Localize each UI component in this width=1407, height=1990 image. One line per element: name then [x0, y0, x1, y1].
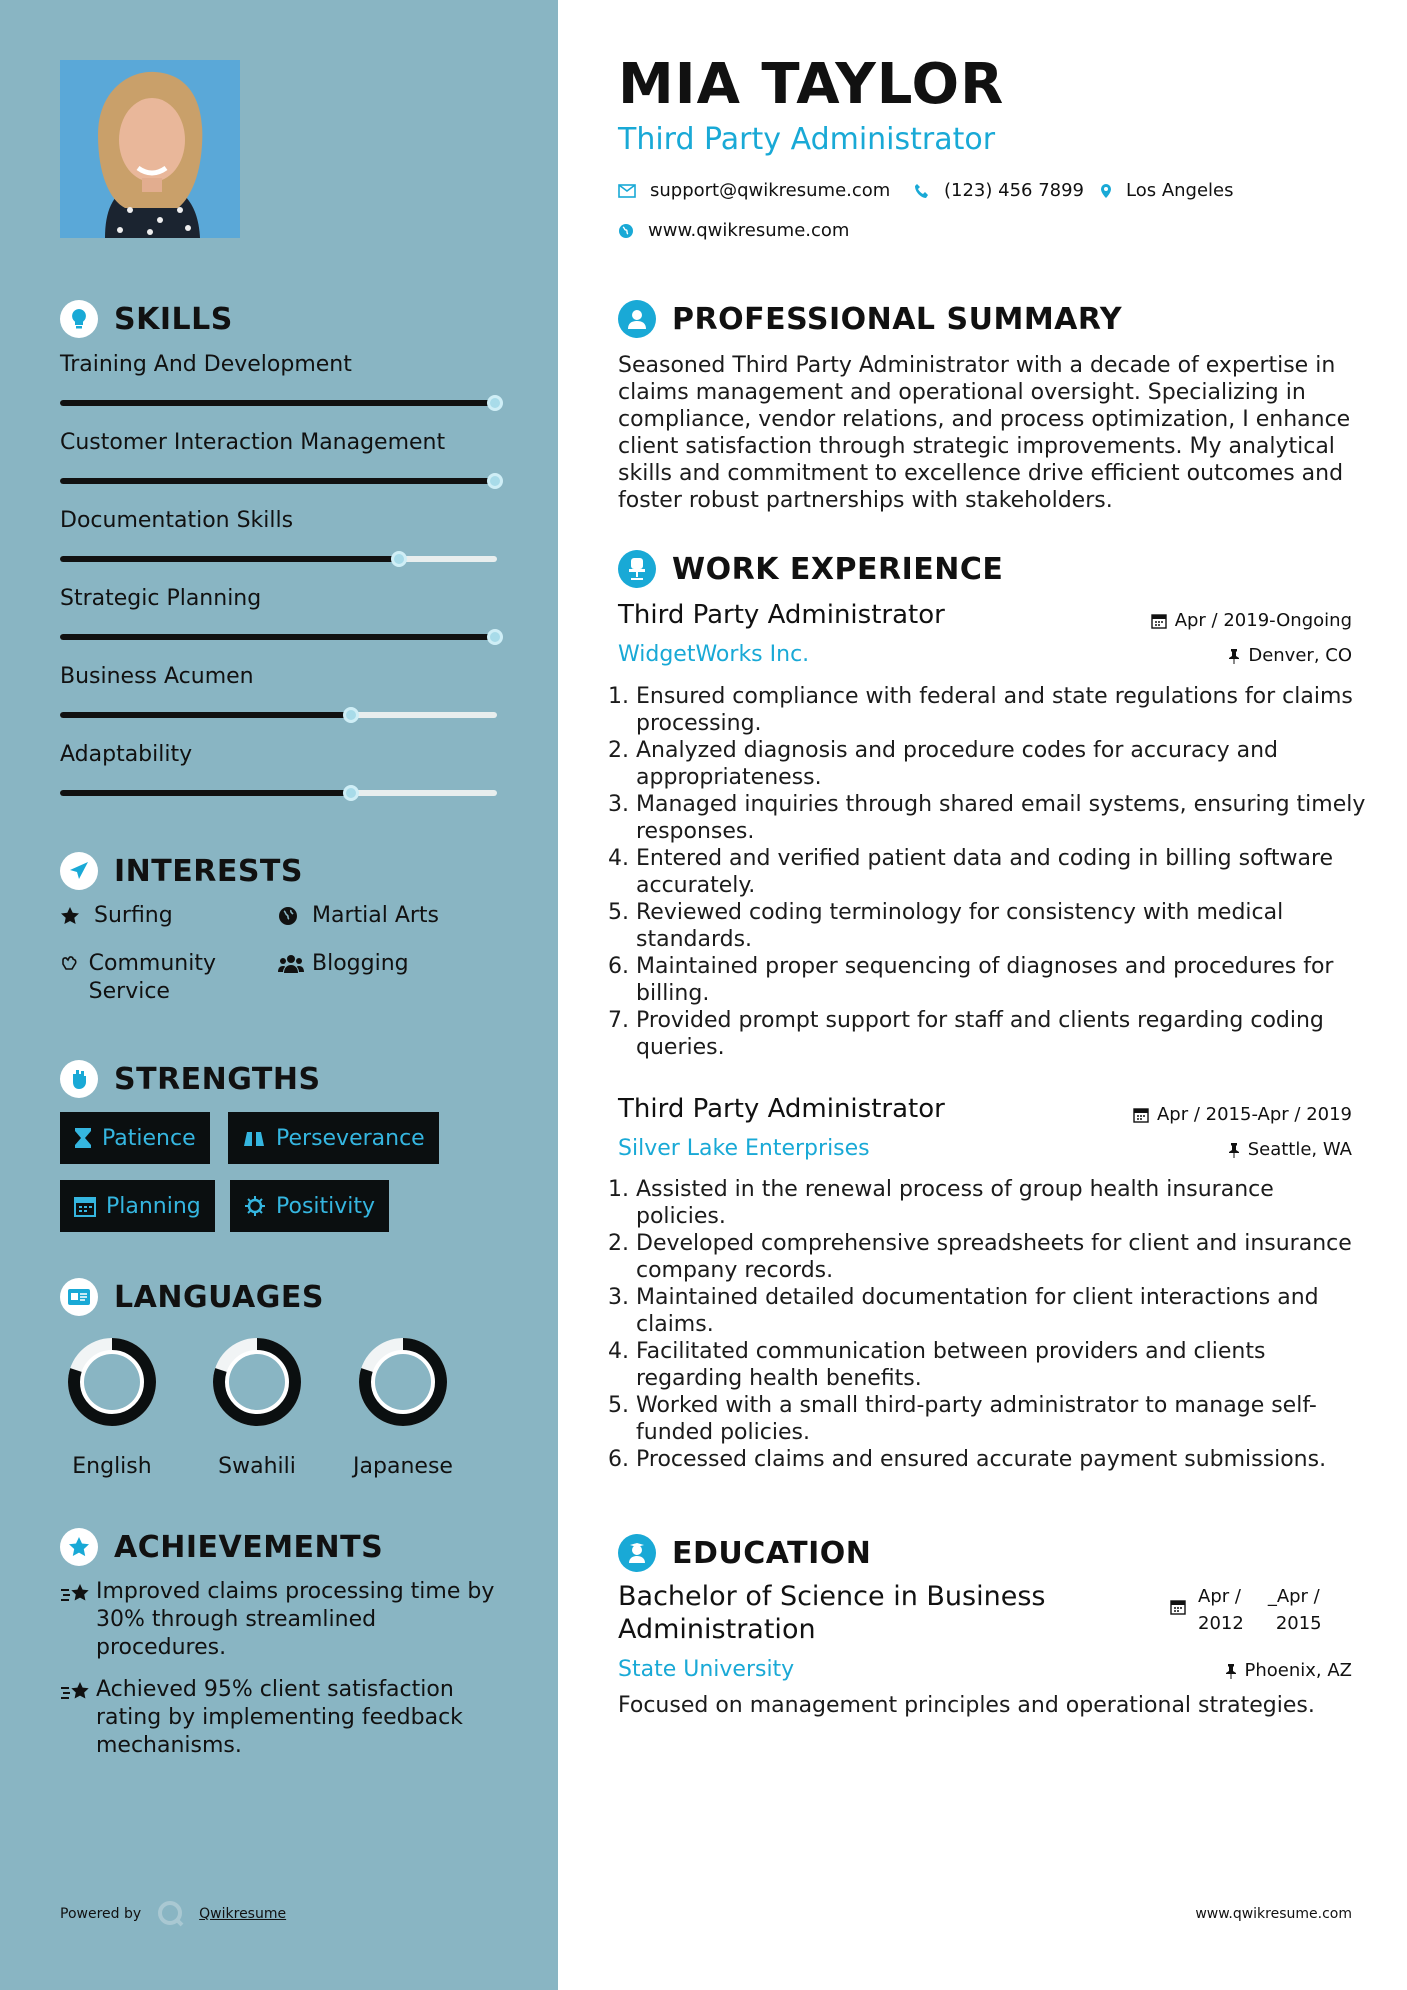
job-location — [1228, 645, 1352, 666]
graduate-icon — [618, 1534, 656, 1572]
job-dates — [1133, 1104, 1352, 1125]
summary-title: PROFESSIONAL SUMMARY — [672, 301, 1123, 337]
language-gauge — [207, 1332, 307, 1432]
interest-label: Community Service — [88, 951, 216, 1004]
job-duties — [618, 1176, 1368, 1473]
sidebar — [0, 0, 558, 1990]
education-end-month: _Apr / — [1267, 1586, 1320, 1607]
skills-heading — [60, 300, 233, 338]
skill-knob — [343, 707, 359, 723]
achievement-item — [60, 1676, 500, 1760]
main-content — [558, 0, 1407, 1990]
pushpin-icon — [1225, 1663, 1237, 1679]
job-duties — [618, 683, 1368, 1061]
job-title: Third Party Administrator — [618, 600, 945, 630]
education-start-year: 2012 — [1198, 1613, 1244, 1634]
duty-item: 4. Entered and verified patient data and coding in billing software accurately. — [636, 845, 1368, 899]
duty-item: 6. Processed claims and ensured accurate payment submissions. — [636, 1446, 1368, 1473]
duty-item: 5. Worked with a small third-party administrator to manage self-funded policies. — [636, 1392, 1368, 1446]
duty-item: 1. Ensured compliance with federal and state regulations for claims processing. — [636, 683, 1368, 737]
language-label: Japanese — [353, 1454, 453, 1479]
hourglass-icon — [74, 1127, 92, 1149]
skill-knob — [343, 785, 359, 801]
skill-name: Customer Interaction Management — [60, 430, 446, 455]
strength-label: Perseverance — [276, 1125, 425, 1151]
globe-icon — [278, 902, 304, 930]
duty-item: 2. Analyzed diagnosis and procedure codes for accuracy and appropriateness. — [636, 737, 1368, 791]
hand-icon — [60, 950, 81, 978]
summary-text: Seasoned Third Party Administrator with a decade of expertise in claims management and operational oversight. Specializing in compliance, vendor relations, and process optimization, I enhance client satisfaction through strategic improvements. My analytical skills and commitment to excellence drive efficient outcomes and foster robust partnerships with stakeholders. — [618, 353, 1351, 513]
skill-knob — [487, 473, 503, 489]
skill-bar — [60, 556, 497, 562]
qwikresume-link[interactable]: Qwikresume — [199, 1906, 287, 1922]
calendar-icon — [1151, 613, 1167, 629]
duty-item: 7. Provided prompt support for staff and clients regarding coding queries. — [636, 1007, 1368, 1061]
job-location-text: Denver, CO — [1248, 645, 1352, 666]
language-item — [197, 1332, 317, 1479]
summary-heading — [618, 300, 1122, 338]
strengths-heading — [60, 1060, 321, 1098]
education-end — [1268, 1583, 1322, 1637]
education-location — [1225, 1660, 1353, 1681]
experience-title: WORK EXPERIENCE — [672, 551, 1004, 587]
website-text: www.qwikresume.com — [648, 220, 850, 241]
contact-website[interactable] — [618, 220, 849, 241]
location-text: Los Angeles — [1126, 180, 1234, 201]
strength-badge — [60, 1180, 215, 1232]
interest-item — [278, 950, 409, 978]
duty-item: 3. Managed inquiries through shared email systems, ensuring timely responses. — [636, 791, 1368, 845]
duty-item: 3. Maintained detailed documentation for client interactions and claims. — [636, 1284, 1368, 1338]
calendar-icon — [1170, 1599, 1186, 1615]
contact-email[interactable] — [618, 180, 890, 201]
duty-item: 5. Reviewed coding terminology for consistency with medical standards. — [636, 899, 1368, 953]
language-gauge — [62, 1332, 162, 1432]
skill-name: Adaptability — [60, 742, 193, 767]
job-title: Third Party Administrator — [618, 1094, 945, 1124]
achievement-text: Achieved 95% client satisfaction rating by implementing feedback mechanisms. — [96, 1677, 463, 1758]
education-heading — [618, 1534, 871, 1572]
language-label: English — [72, 1454, 152, 1479]
company-name: WidgetWorks Inc. — [618, 642, 810, 667]
degree-title: Bachelor of Science in Business Administration — [618, 1581, 1046, 1645]
sun-icon — [244, 1195, 266, 1217]
skill-bar — [60, 790, 497, 796]
education-location-text: Phoenix, AZ — [1244, 1660, 1352, 1681]
user-icon — [618, 300, 656, 338]
gauge-center — [229, 1354, 285, 1410]
school-name: State University — [618, 1657, 795, 1682]
binoculars-icon — [242, 1128, 266, 1148]
job-dates-text: Apr / 2015-Apr / 2019 — [1156, 1104, 1352, 1125]
calendar-icon — [74, 1195, 96, 1217]
id-card-icon — [60, 1278, 98, 1316]
star-badge-icon — [60, 1528, 98, 1566]
powered-by — [60, 1900, 286, 1928]
achievements-title: ACHIEVEMENTS — [114, 1529, 384, 1565]
gauge-center — [375, 1354, 431, 1410]
skill-name: Training And Development — [60, 352, 352, 377]
candidate-name: MIA TAYLOR — [618, 52, 1005, 117]
gauge-center — [84, 1354, 140, 1410]
candidate-title: Third Party Administrator — [618, 122, 996, 157]
language-item — [343, 1332, 463, 1479]
strength-badge — [230, 1180, 389, 1232]
language-item — [52, 1332, 172, 1479]
education-title: EDUCATION — [672, 1535, 872, 1571]
duty-item: 2. Developed comprehensive spreadsheets for client and insurance company records. — [636, 1230, 1368, 1284]
skill-name: Documentation Skills — [60, 508, 294, 533]
strength-label: Positivity — [276, 1193, 376, 1219]
job-location — [1228, 1139, 1352, 1160]
interest-item — [60, 950, 260, 1006]
footer-url[interactable]: www.qwikresume.com — [1195, 1906, 1352, 1922]
phone-icon — [914, 183, 930, 199]
skill-knob — [391, 551, 407, 567]
education-description: Focused on management principles and operational strategies. — [618, 1693, 1315, 1718]
interest-label: Martial Arts — [312, 903, 440, 928]
powered-by-label: Powered by — [60, 1906, 142, 1922]
skills-title: SKILLS — [114, 301, 233, 337]
fist-icon — [60, 1060, 98, 1098]
skill-bar — [60, 634, 497, 640]
job-dates — [1151, 610, 1352, 631]
interest-item — [278, 902, 439, 930]
interest-label: Blogging — [312, 951, 409, 976]
lightbulb-icon — [60, 300, 98, 338]
skill-bar — [60, 400, 497, 406]
shooting-star-icon — [60, 1680, 96, 1708]
phone-text: (123) 456 7899 — [944, 180, 1085, 201]
language-label: Swahili — [218, 1454, 296, 1479]
contact-phone[interactable] — [914, 180, 1084, 201]
strength-badge — [60, 1112, 210, 1164]
interest-item — [60, 902, 173, 930]
globe-icon — [618, 223, 634, 239]
duty-item: 4. Facilitated communication between providers and clients regarding health benefits. — [636, 1338, 1368, 1392]
language-gauge — [353, 1332, 453, 1432]
email-text: support@qwikresume.com — [650, 180, 891, 201]
skill-bar — [60, 712, 497, 718]
pushpin-icon — [1228, 1142, 1240, 1158]
languages-title: LANGUAGES — [114, 1279, 324, 1315]
skill-knob — [487, 629, 503, 645]
office-chair-icon — [618, 550, 656, 588]
job-location-text: Seattle, WA — [1247, 1139, 1352, 1160]
achievements-heading — [60, 1528, 383, 1566]
contact-location — [1100, 180, 1234, 201]
achievement-text: Improved claims processing time by 30% through streamlined procedures. — [96, 1579, 495, 1660]
pushpin-icon — [1228, 648, 1240, 664]
experience-heading — [618, 550, 1003, 588]
map-pin-icon — [1100, 183, 1112, 199]
profile-photo — [60, 60, 240, 238]
interests-heading — [60, 852, 303, 890]
strength-label: Patience — [102, 1125, 196, 1151]
interest-label: Surfing — [94, 903, 173, 928]
skill-bar — [60, 478, 497, 484]
interests-title: INTERESTS — [114, 853, 303, 889]
paper-plane-icon — [60, 852, 98, 890]
education-end-year: 2015 — [1275, 1613, 1322, 1634]
strength-label: Planning — [106, 1193, 201, 1219]
calendar-icon — [1133, 1107, 1149, 1123]
users-icon — [278, 950, 304, 978]
envelope-icon — [618, 184, 636, 198]
education-dates — [1170, 1583, 1322, 1637]
skill-name: Strategic Planning — [60, 586, 262, 611]
job-dates-text: Apr / 2019-Ongoing — [1174, 610, 1352, 631]
strengths-title: STRENGTHS — [114, 1061, 321, 1097]
skill-name: Business Acumen — [60, 664, 254, 689]
star-icon — [60, 902, 86, 930]
skill-knob — [487, 395, 503, 411]
duty-item: 1. Assisted in the renewal process of group health insurance policies. — [636, 1176, 1368, 1230]
duty-item: 6. Maintained proper sequencing of diagnoses and procedures for billing. — [636, 953, 1368, 1007]
education-start-month: Apr / — [1198, 1586, 1241, 1607]
company-name: Silver Lake Enterprises — [618, 1136, 870, 1161]
strength-badge — [228, 1112, 439, 1164]
shooting-star-icon — [60, 1582, 96, 1610]
education-start — [1198, 1583, 1244, 1637]
qwikresume-logo-icon — [157, 1900, 185, 1928]
achievement-item — [60, 1578, 500, 1662]
languages-heading — [60, 1278, 324, 1316]
